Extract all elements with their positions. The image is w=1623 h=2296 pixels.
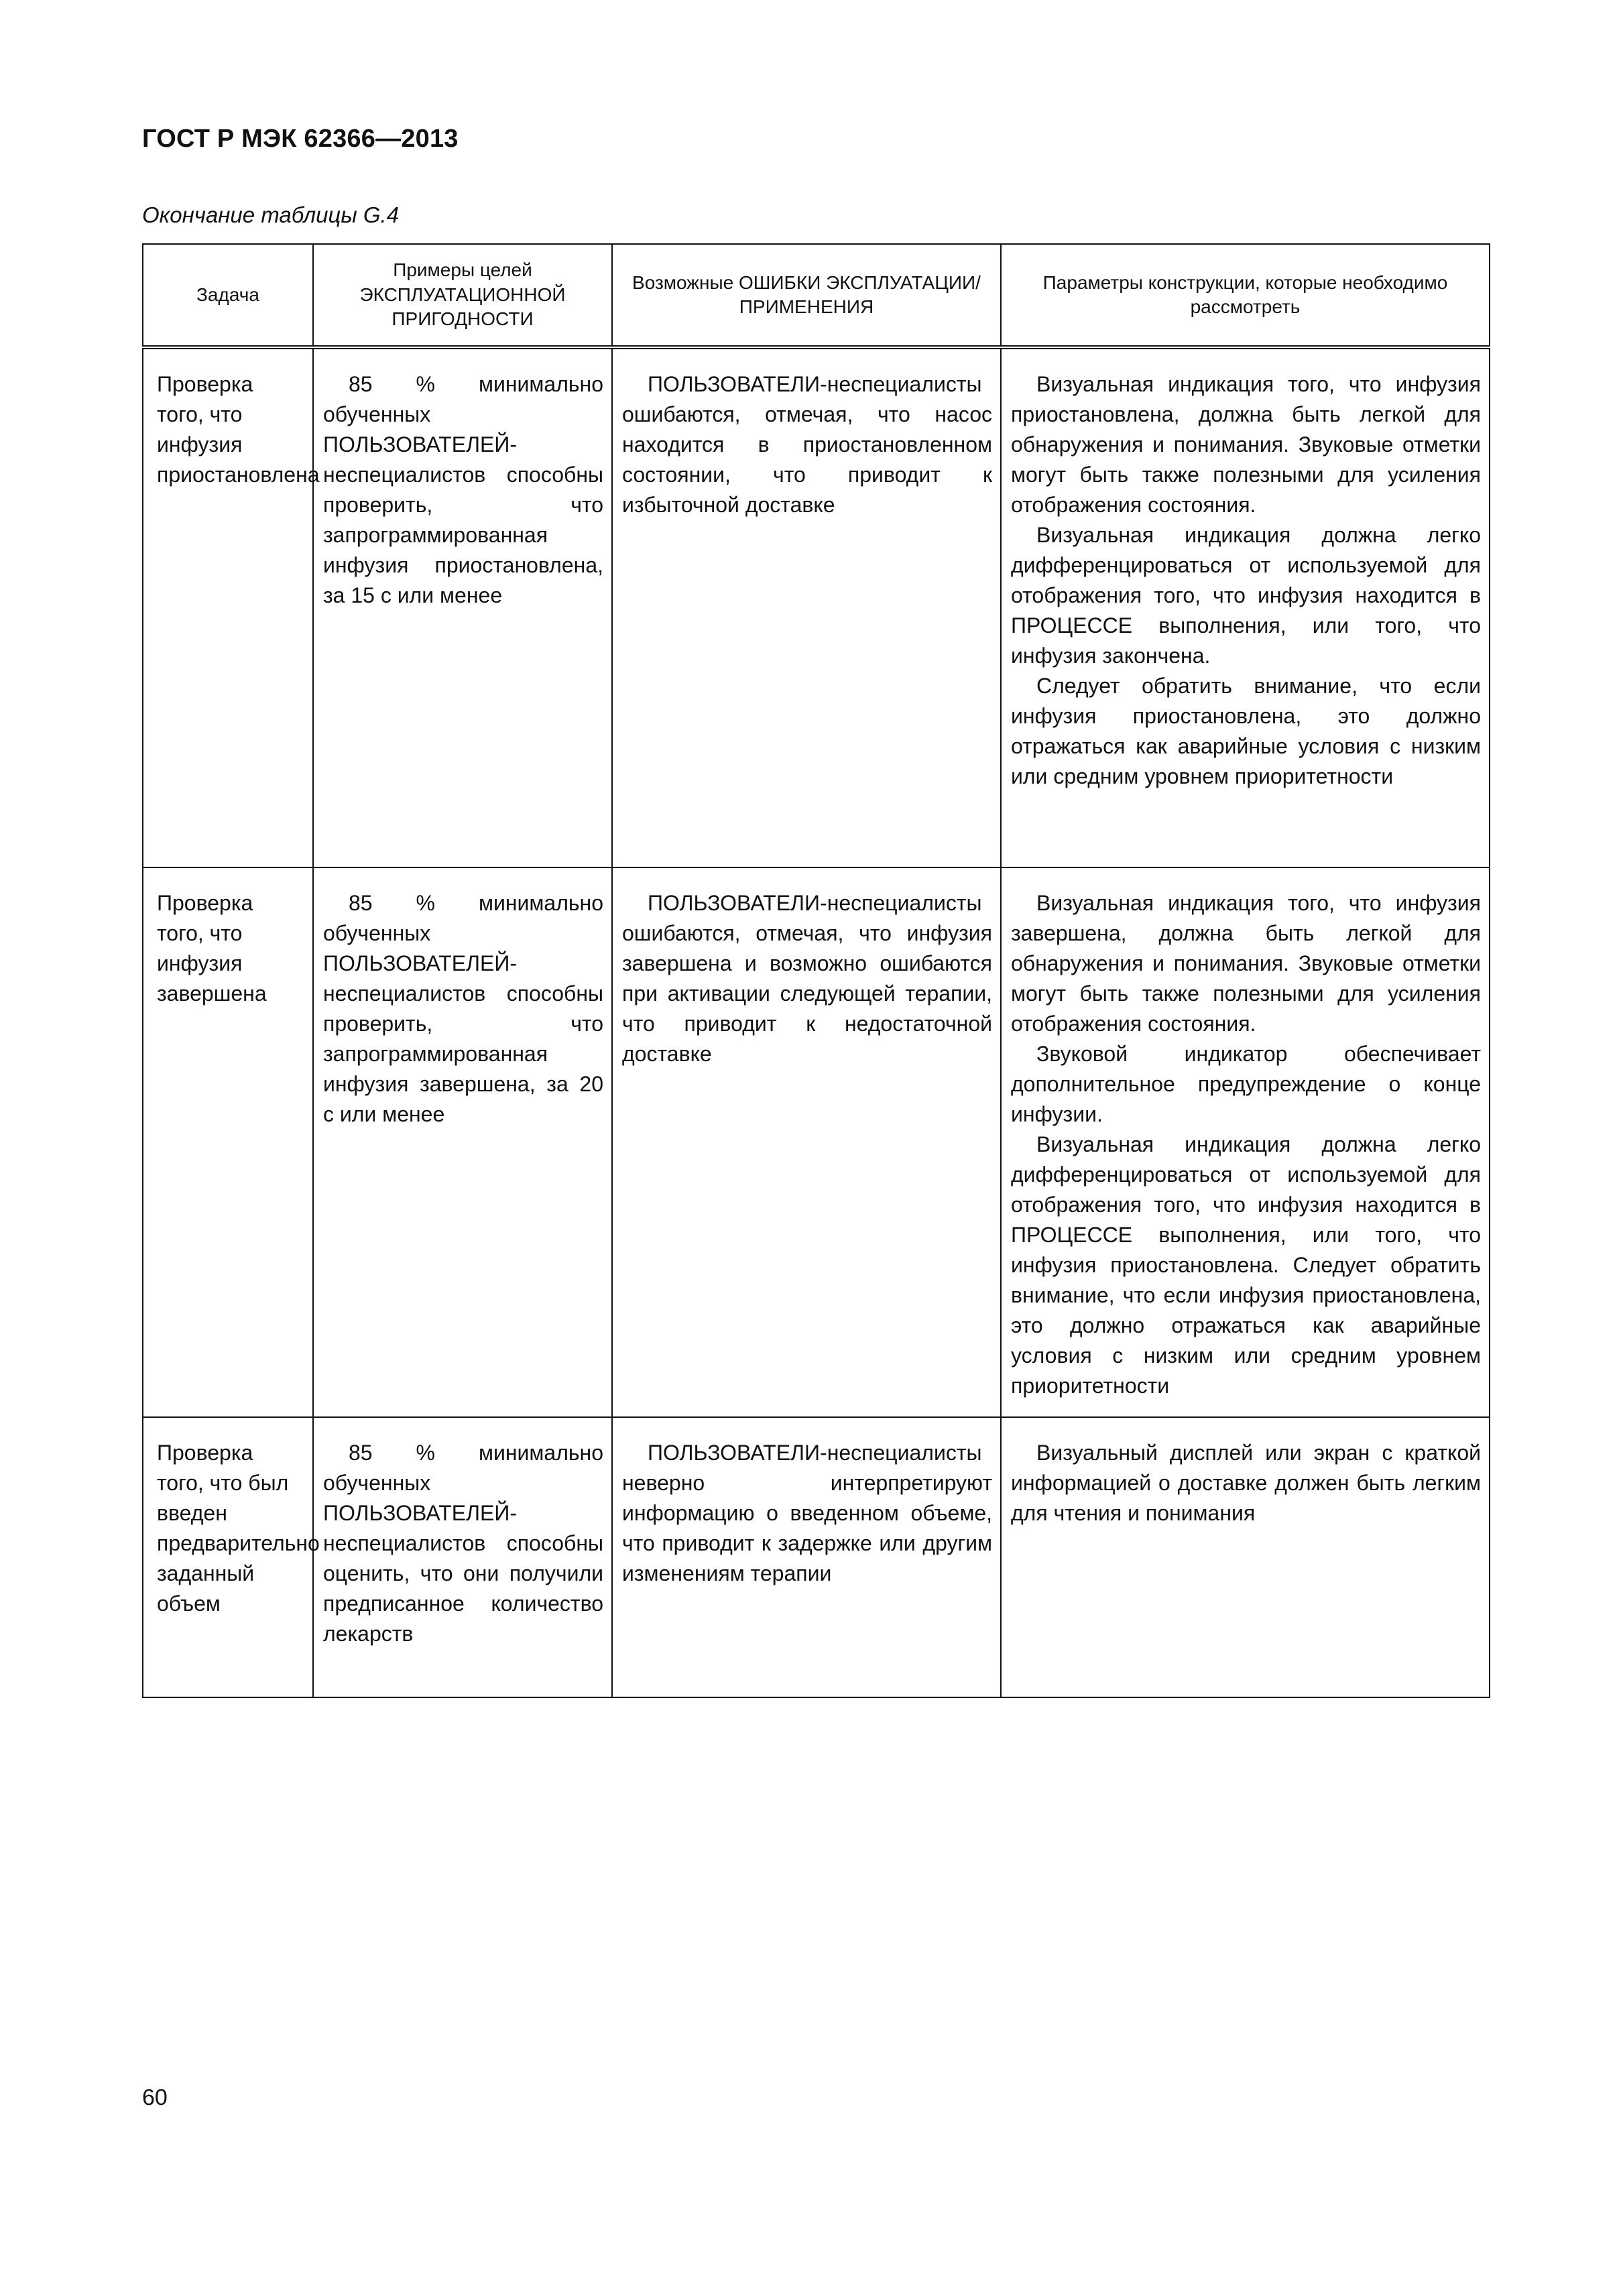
table-row — [143, 1417, 1490, 1697]
params-paragraph: Следует обратить внимание, что если инфузия приостановлена, это должно отражаться как аварийные условия с низким или средним уровнем приоритетности — [1011, 674, 1481, 788]
goal-cell — [313, 1417, 612, 1697]
params-paragraph: Визуальная индикация того, что инфузия приостановлена, должна быть легкой для обнаружения и понимания. Звуковые отметки могут быть также полезными для усиления отображения состояния. — [1011, 372, 1481, 517]
column-header-params: Параметры конструкции, которые необходимо рассмотреть — [1001, 244, 1490, 347]
requirements-table — [142, 243, 1490, 1698]
document-header: ГОСТ Р МЭК 62366—2013 — [142, 125, 459, 153]
error-text: ПОЛЬЗОВАТЕЛИ-неспециалисты неверно интерпретируют информацию о введенном объеме, что приводит к задержке или другим изменениям терапии — [622, 1441, 992, 1585]
page-number: 60 — [142, 2085, 168, 2110]
error-cell — [612, 867, 1001, 1417]
params-cell — [1001, 867, 1490, 1417]
goal-text: 85 % минимально обученных ПОЛЬЗОВАТЕЛЕЙ-неспециалистов способны проверить, что запрограммированная инфузия приостановлена, за 15 с или менее — [323, 372, 603, 607]
table-row — [143, 347, 1490, 867]
error-text: ПОЛЬЗОВАТЕЛИ-неспециалисты ошибаются, отмечая, что насос находится в приостановленном состоянии, что приводит к избыточной доставке — [622, 372, 992, 517]
error-cell — [612, 1417, 1001, 1697]
task-cell: Проверка того, что был введен предварительно заданный объем — [143, 1417, 313, 1697]
task-cell: Проверка того, что инфузия завершена — [143, 867, 313, 1417]
table-header-row — [143, 244, 1490, 347]
params-paragraph: Визуальная индикация должна легко дифференцироваться от используемой для отображения того, что инфузия находится в ПРОЦЕССЕ выполнения, или того, что инфузия закончена. — [1011, 523, 1481, 668]
goal-text: 85 % минимально обученных ПОЛЬЗОВАТЕЛЕЙ-неспециалистов способны оценить, что они получили предписанное количество лекарств — [323, 1441, 603, 1646]
params-paragraph: Звуковой индикатор обеспечивает дополнительное предупреждение о конце инфузии. — [1011, 1042, 1481, 1126]
task-cell: Проверка того, что инфузия приостановлена — [143, 347, 313, 867]
params-cell — [1001, 347, 1490, 867]
error-text: ПОЛЬЗОВАТЕЛИ-неспециалисты ошибаются, отмечая, что инфузия завершена и возможно ошибаются при активации следующей терапии, что приводит к недостаточной доставке — [622, 891, 992, 1066]
column-header-errors: Возможные ОШИБКИ ЭКСПЛУАТАЦИИ/ ПРИМЕНЕНИЯ — [612, 244, 1001, 347]
goal-cell — [313, 347, 612, 867]
goal-text: 85 % минимально обученных ПОЛЬЗОВАТЕЛЕЙ-неспециалистов способны проверить, что запрограммированная инфузия завершена, за 20 с или менее — [323, 891, 603, 1126]
params-paragraph: Визуальная индикация должна легко дифференцироваться от используемой для отображения того, что инфузия находится в ПРОЦЕССЕ выполнения, или того, что инфузия приостановлена. Следует обратить внимание, что если инфузия приостановлена, это должно отражаться как аварийные условия с низким или средним уровнем приоритетности — [1011, 1132, 1481, 1398]
error-cell — [612, 347, 1001, 867]
params-paragraph: Визуальный дисплей или экран с краткой информацией о доставке должен быть легким для чтения и понимания — [1011, 1441, 1481, 1525]
table-caption: Окончание таблицы G.4 — [142, 202, 400, 227]
params-cell — [1001, 1417, 1490, 1697]
params-paragraph: Визуальная индикация того, что инфузия завершена, должна быть легкой для обнаружения и понимания. Звуковые отметки могут быть также полезными для усиления отображения состояния. — [1011, 891, 1481, 1036]
goal-cell — [313, 867, 612, 1417]
column-header-task: Задача — [143, 244, 313, 347]
table-row — [143, 867, 1490, 1417]
column-header-goals: Примеры целей ЭКСПЛУАТАЦИОННОЙ ПРИГОДНОСТИ — [313, 244, 612, 347]
